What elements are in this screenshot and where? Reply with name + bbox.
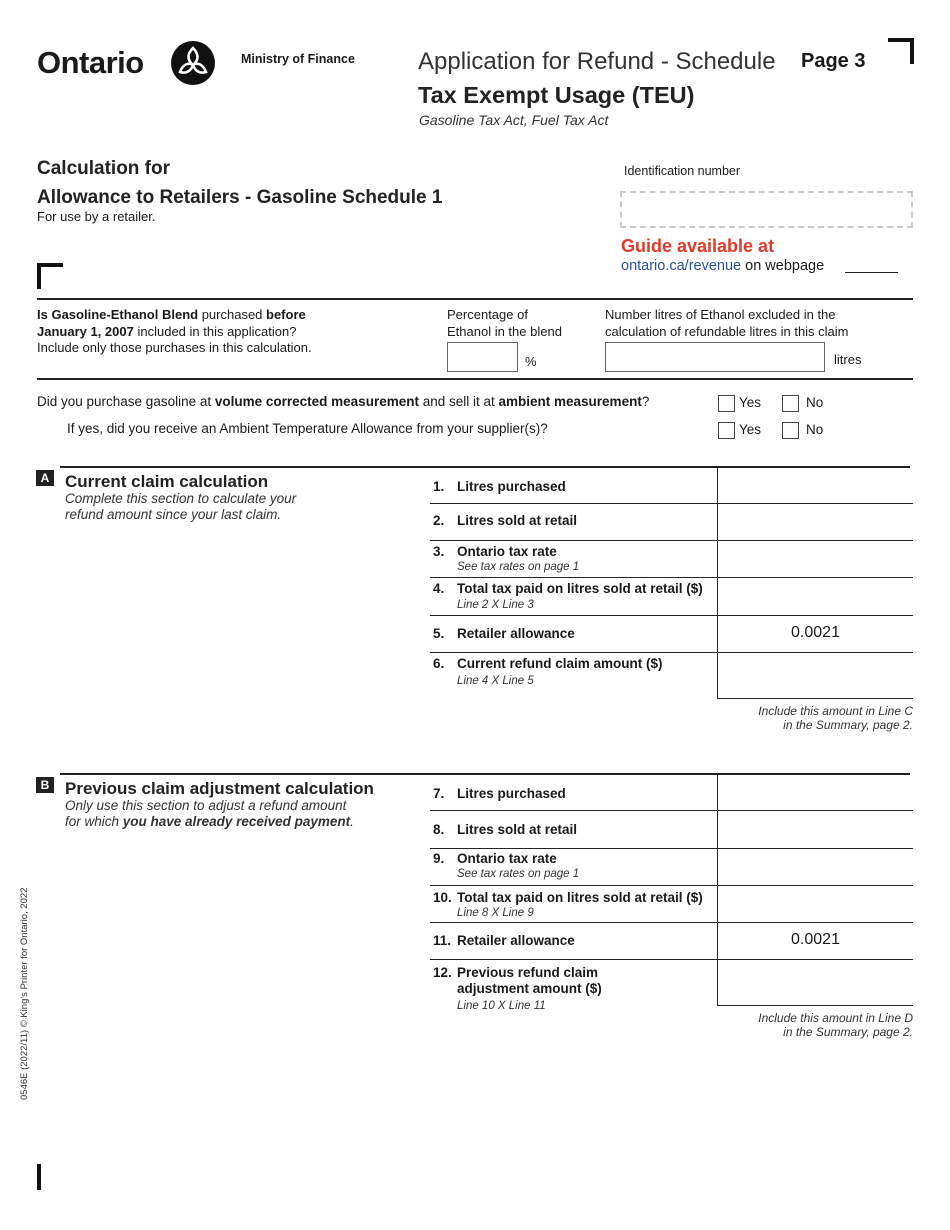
line-9-number: 9. [433,851,445,866]
line-6-input[interactable] [718,653,913,698]
line-12-sub: Line 10 X Line 11 [457,1000,546,1012]
line-12-label-2: adjustment amount ($) [457,981,602,996]
ethanol-pct-label [447,307,562,340]
guide-suffix: on webpage [745,258,825,274]
corner-mark-bottom-left [37,1164,63,1190]
q2-yes-checkbox[interactable] [718,422,735,439]
guide-blank-line [845,272,898,273]
q2-yes-label: Yes [739,422,762,437]
section-a-title: Current claim calculation [65,472,269,491]
q1-yes-checkbox[interactable] [718,395,735,412]
form-code-side-text: 0546E (2022/11) © King's Printer for Ontario, 2022 [19,887,30,1100]
for-use-note: For use by a retailer. [37,209,156,224]
line-9-input[interactable] [718,849,913,885]
line-8-label: Litres sold at retail [457,822,578,837]
ethanol-pct-label-2: Ethanol in the blend [447,323,562,339]
q2-no-checkbox[interactable] [782,422,799,439]
q2-no-label: No [806,422,824,437]
section-b-note-2: in the Summary, page 2. [783,1025,913,1039]
section-a-note-1: Include this amount in Line C [758,704,913,718]
guide-title: Guide available at [621,236,775,256]
page-label: Page 3 [801,50,866,72]
section-b-letter: B [36,777,54,793]
section-b-desc-2c: . [350,814,354,829]
line-6-sub: Line 4 X Line 5 [457,675,534,687]
section-b-note [613,1011,913,1039]
ethanol-q-bold2: before [266,307,306,322]
line-3-input[interactable] [718,541,913,577]
line-3-sub: See tax rates on page 1 [457,561,580,573]
q1-yes-label: Yes [739,395,762,410]
line-5-number: 5. [433,626,445,641]
form-subtitle: Tax Exempt Usage (TEU) [418,82,695,108]
q1-bold2: ambient measurement [498,394,642,409]
ethanol-bottom-rule [37,378,913,380]
acts-reference: Gasoline Tax Act, Fuel Tax Act [419,112,609,128]
line-8-number: 8. [433,822,445,837]
line-4-sub: Line 2 X Line 3 [457,599,534,611]
line-12-label: Previous refund claim [457,965,599,980]
identification-label: Identification number [624,164,741,178]
q1-text3: ? [641,394,650,409]
guide-line [621,258,824,274]
section-a-note [613,704,913,732]
line-1-input[interactable] [718,472,913,502]
calculation-heading-line2: Allowance to Retailers - Gasoline Schedule 1 [37,187,443,208]
ethanol-pct-label-1: Percentage of [447,307,528,322]
ethanol-q-bold3: January 1, 2007 [37,323,134,339]
ambient-allowance-question: If yes, did you receive an Ambient Temperature Allowance from your supplier(s)? [67,421,548,436]
volume-measurement-question [37,394,649,409]
line-4-input[interactable] [718,578,913,615]
litres-unit: litres [834,352,862,367]
line-7-number: 7. [433,786,445,801]
section-b-desc-2a: for which [65,814,123,829]
section-a-note-2: in the Summary, page 2. [783,718,913,732]
row-rule [717,698,913,699]
row-rule [717,1005,913,1006]
row-rule [430,615,913,616]
section-b-desc [65,798,354,830]
trillium-logo-icon [170,40,216,86]
section-a-desc [65,491,296,523]
calculation-heading-line1: Calculation for [37,158,171,179]
ministry-name: Ministry of Finance [241,52,355,66]
line-3-number: 3. [433,544,445,559]
line-10-input[interactable] [718,886,913,922]
line-4-label: Total tax paid on litres sold at retail ($) [457,581,703,596]
line-6-number: 6. [433,656,445,671]
line-3-label: Ontario tax rate [457,544,557,559]
line-10-label: Total tax paid on litres sold at retail ($) [457,890,703,905]
line-2-input[interactable] [718,504,913,540]
line-5-label: Retailer allowance [457,626,575,641]
ontario-logo-text: Ontario [37,45,144,80]
section-b-top-rule [60,773,910,775]
guide-link[interactable]: ontario.ca/revenue [621,258,742,274]
q1-no-checkbox[interactable] [782,395,799,412]
line-9-label: Ontario tax rate [457,851,557,866]
q1-text1: Did you purchase gasoline at [37,394,215,409]
ethanol-litres-label [605,307,849,340]
ethanol-q-text2: included in this application? [133,323,297,339]
section-a-letter: A [36,470,54,486]
line-4-number: 4. [433,581,445,596]
line-2-label: Litres sold at retail [457,513,578,528]
section-a-desc-1: Complete this section to calculate your [65,491,297,506]
line-7-label: Litres purchased [457,786,566,801]
ethanol-question [37,307,312,357]
line-10-sub: Line 8 X Line 9 [457,907,534,919]
ethanol-q-bold1: Is Gasoline-Ethanol Blend [37,307,199,322]
section-b-note-1: Include this amount in Line D [758,1011,913,1025]
row-rule [430,922,913,923]
percent-unit: % [525,354,537,369]
line-11-number: 11. [433,933,452,948]
line-2-number: 2. [433,513,445,528]
line-12-input[interactable] [718,960,913,1005]
ethanol-percentage-input[interactable] [447,342,518,372]
ethanol-top-rule [37,298,913,300]
corner-mark-top-right [888,38,914,64]
line-11-label: Retailer allowance [457,933,575,948]
section-b-desc-1: Only use this section to adjust a refund amount [65,798,347,813]
corner-mark-bottom-right [884,1164,910,1190]
ethanol-litres-label-1: Number litres of Ethanol excluded in the [605,307,836,322]
ethanol-litres-label-2: calculation of refundable litres in this claim [605,323,849,339]
section-b-desc-2b: you have already received payment [122,814,351,829]
line-5-value: 0.0021 [791,624,840,641]
section-a-top-rule [60,466,910,468]
line-9-sub: See tax rates on page 1 [457,868,580,880]
line-1-number: 1. [433,479,445,494]
section-b-title: Previous claim adjustment calculation [65,779,374,798]
line-12-number: 12. [433,965,452,980]
q1-text2: and sell it at [418,394,499,409]
line-11-value: 0.0021 [791,931,840,948]
line-1-label: Litres purchased [457,479,566,494]
section-a-desc-2: refund amount since your last claim. [65,507,282,522]
q1-no-label: No [806,395,824,410]
corner-mark-mid-left [37,263,63,289]
line-7-input[interactable] [718,776,913,810]
ethanol-litres-input[interactable] [605,342,825,372]
q1-bold1: volume corrected measurement [214,394,419,409]
line-6-label: Current refund claim amount ($) [457,656,663,671]
form-title: Application for Refund - Schedule [418,48,776,75]
line-10-number: 10. [433,890,452,905]
ethanol-q-text3: Include only those purchases in this calculation. [37,340,312,355]
identification-number-input[interactable] [620,191,913,228]
line-8-input[interactable] [718,811,913,848]
ethanol-q-text1: purchased [198,307,267,322]
